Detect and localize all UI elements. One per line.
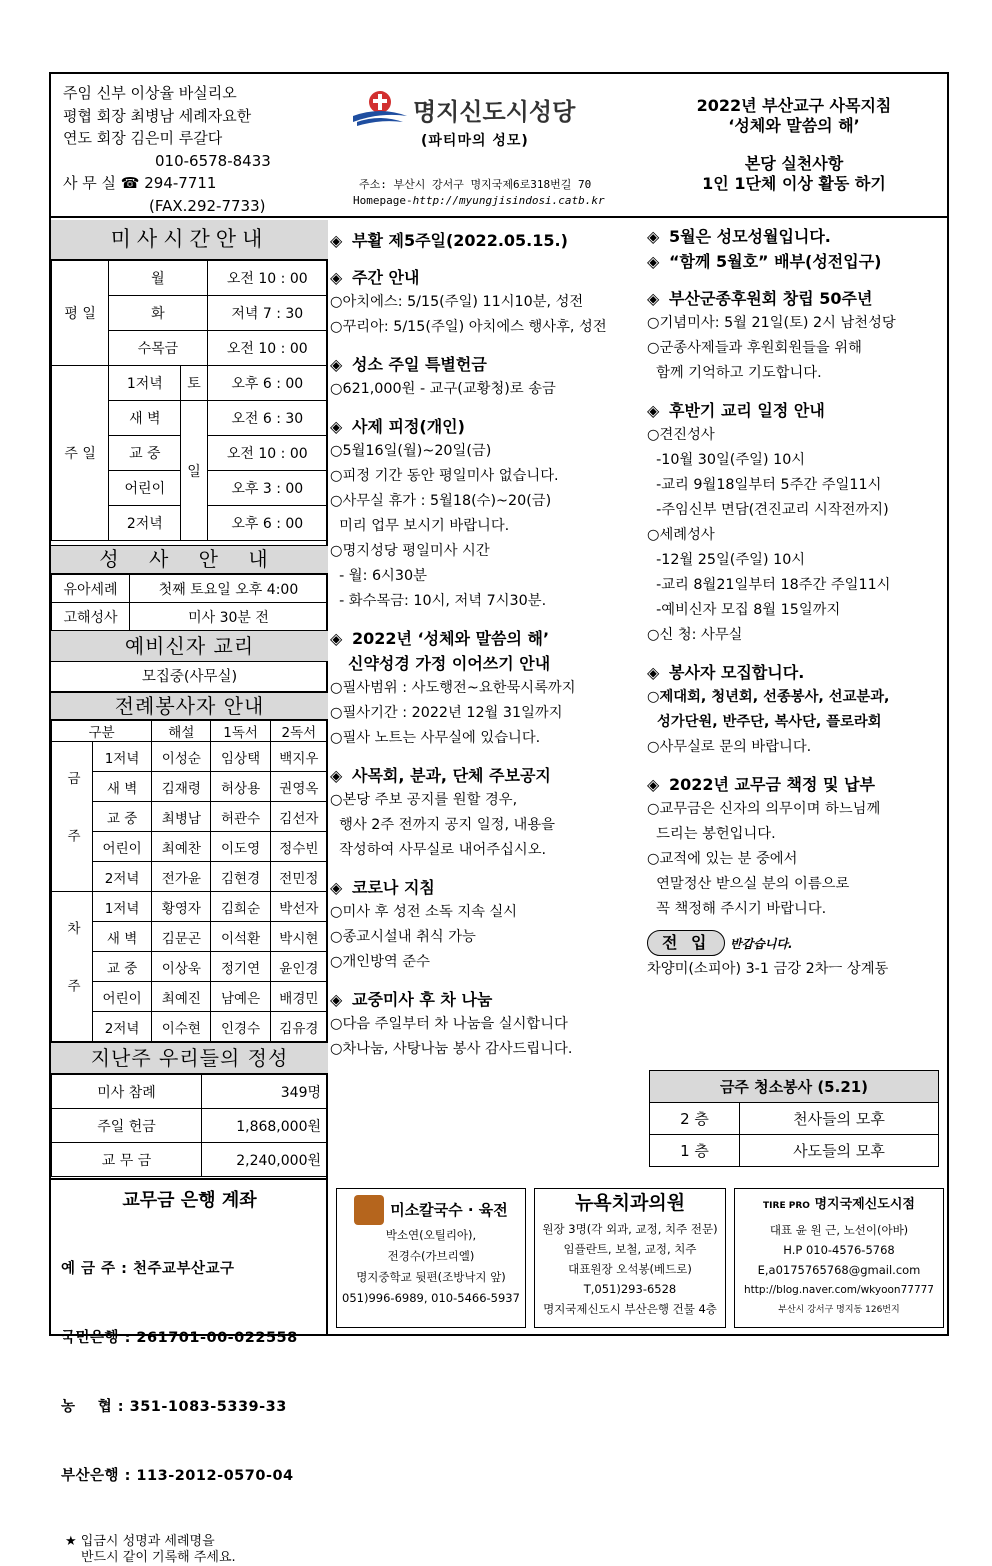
servers-head: 해설	[152, 721, 211, 742]
offering-table	[51, 1074, 328, 1177]
welcome-detail: 차양미(소피아) 3-1 금강 2차ㅡ 상계동	[647, 961, 889, 977]
ads-area	[330, 1180, 947, 1330]
server-slot: 2저녁	[93, 862, 152, 892]
notice-item: ○교적에 있는 분 중에서	[647, 851, 798, 867]
catechumen-title: 예비신자 교리	[51, 630, 328, 662]
ad-line: 전경수(가브리엘)	[387, 1249, 475, 1263]
server-name: 김희순	[211, 892, 270, 922]
guideline-line-2: ‘성체와 말씀의 해’	[728, 116, 860, 135]
notice-item: ○사무실 휴가 : 5월18(수)~20(금)	[330, 493, 552, 509]
memorial-president: 연도 회장 김은미 루갈다	[63, 129, 223, 147]
mass-day: 월	[109, 261, 207, 296]
server-name: 배경민	[270, 982, 327, 1012]
mass-day: 수목금	[109, 331, 207, 366]
office-fax: (FAX.292-7733)	[149, 196, 266, 215]
notice-heading-text: 2022년 ‘성체와 말씀의 해’	[352, 629, 550, 648]
mass-time: 오전 10 : 00	[207, 331, 327, 366]
ad-line: 명지중학교 뒷편(조방낙지 앞)	[356, 1270, 506, 1284]
bank-list	[51, 1212, 328, 1534]
offering-label: 교 무 금	[52, 1143, 202, 1177]
bank-title: 교무금 은행 계좌	[122, 1190, 257, 1211]
notice-item: -주임신부 면담(견진교리 시작전까지)	[647, 502, 889, 518]
notice-item: ○621,000원 - 교구(교황청)로 송금	[330, 381, 556, 397]
ad-tire	[734, 1188, 944, 1328]
notice-heading: ◈ 교중미사 후 차 나눔	[330, 990, 493, 1009]
ad-tire-header	[735, 1195, 943, 1216]
mass-time: 오전 6 : 30	[207, 401, 327, 436]
mass-schedule-table	[51, 260, 328, 541]
server-name: 김문곤	[152, 922, 211, 952]
sacrament-name: 고해성사	[52, 603, 130, 631]
this-week-label: 금 주	[52, 742, 93, 892]
pastoral-guideline	[641, 96, 947, 194]
server-name: 허상용	[211, 772, 270, 802]
sunday-label: 주 일	[52, 366, 109, 541]
offering-value: 1,868,000원	[202, 1109, 328, 1143]
cleaning-table	[649, 1070, 939, 1167]
servers-table	[51, 720, 328, 1042]
server-slot: 새 벽	[93, 772, 152, 802]
ad-line: 대표원장 오석봉(베드로)	[568, 1262, 692, 1276]
sacrament-name: 유아세례	[52, 575, 130, 603]
notice-heading: ◈ 봉사자 모집합니다.	[647, 663, 805, 682]
server-name: 김재령	[152, 772, 211, 802]
middle-column	[330, 220, 630, 1062]
server-slot: 교 중	[93, 802, 152, 832]
notice-heading-text: 사제 피정(개인)	[352, 417, 465, 436]
ad-line: 명지국제신도시 부산은행 건물 4층	[543, 1302, 717, 1316]
server-name: 백지우	[270, 742, 327, 772]
notice-item: ○견진성사	[647, 427, 715, 443]
notice-heading: ◈ 성소 주일 특별헌금	[330, 355, 487, 374]
bank-row: 농 협 : 351-1083-5339-33	[61, 1399, 287, 1415]
server-name: 이성순	[152, 742, 211, 772]
ad-line: 임플란트, 보철, 교정, 치주	[563, 1242, 697, 1256]
notice-item: ○차나눔, 사탕나눔 봉사 감사드립니다.	[330, 1041, 573, 1057]
next-week-label: 차 주	[52, 892, 93, 1042]
office-phone: 사 무 실 ☎ 294-7711	[63, 174, 217, 192]
bank-note	[51, 1534, 328, 1566]
ad-line: 원장 3명(각 외과, 교정, 치주 전문)	[542, 1222, 718, 1236]
sacrament-time: 미사 30분 전	[130, 603, 328, 631]
ad-line: T,051)293-6528	[583, 1282, 677, 1296]
notice-item: 드리는 봉헌입니다.	[647, 826, 776, 842]
notice-heading-text: 사목회, 분과, 단체 주보공지	[352, 766, 551, 785]
saturday-label: 토	[181, 366, 207, 401]
ad-title: 뉴욕치과의원	[574, 1192, 686, 1214]
ad-dental	[534, 1188, 726, 1328]
notice-item: 연말정산 받으실 분의 이름으로	[647, 876, 850, 892]
mass-time: 저녁 7 : 30	[207, 296, 327, 331]
servers-title: 전례봉사자 안내	[51, 692, 328, 720]
notice-item: ○군종사제들과 후원회원들을 위해	[647, 340, 862, 356]
homepage-link[interactable]: http://myungjisindosi.catb.kr	[412, 194, 605, 207]
server-name: 이수현	[152, 1012, 211, 1042]
cleaning-floor: 2 층	[650, 1103, 740, 1135]
server-slot: 2저녁	[93, 1012, 152, 1042]
ad-noodle-header	[337, 1195, 525, 1225]
notice-heading-sub: 신약성경 가정 이어쓰기 안내	[348, 654, 551, 673]
sacrament-title: 성 사 안 내	[51, 545, 328, 574]
mass-time: 오후 3 : 00	[207, 471, 327, 506]
right-column	[647, 220, 947, 982]
server-slot: 새 벽	[93, 922, 152, 952]
notice-item: ○아치에스: 5/15(주일) 11시10분, 성전	[330, 294, 584, 310]
notice-heading-text: 5월은 성모성월입니다.	[669, 227, 831, 246]
notice-heading: ◈ 사목회, 분과, 단체 주보공지	[330, 766, 551, 785]
ad-line: 대표 윤 원 근, 노선이(아바)	[769, 1223, 909, 1237]
guideline-line-1: 2022년 부산교구 사목지침	[696, 96, 892, 115]
server-slot: 어린이	[93, 832, 152, 862]
church-address: 주소: 부산시 강서구 명지국제6로318번길 70	[359, 178, 592, 191]
notice-item: -예비신자 모집 8월 15일까지	[647, 602, 841, 618]
notice-item: ○개인방역 준수	[330, 954, 430, 970]
mass-time: 오전 10 : 00	[207, 261, 327, 296]
cleaning-group: 사도들의 모후	[740, 1135, 939, 1167]
servers-head: 구분	[52, 721, 152, 742]
notice-heading: ◈ 5월은 성모성월입니다.	[647, 227, 831, 246]
welcome-row	[647, 930, 947, 957]
server-name: 허관수	[211, 802, 270, 832]
ad-line: H.P 010-4576-5768	[783, 1243, 895, 1257]
sacrament-time: 첫째 토요일 오후 4:00	[130, 575, 328, 603]
notice-heading: ◈ 2022년 ‘성체와 말씀의 해’	[330, 629, 550, 648]
notice-heading-text: 부산군종후원회 창립 50주년	[669, 289, 873, 308]
ad-line[interactable]: http://blog.naver.com/wkyoon77777	[743, 1284, 934, 1296]
notice-heading: ◈ 주간 안내	[330, 268, 420, 287]
notice-item: ○다음 주일부터 차 나눔을 실시합니다	[330, 1016, 568, 1032]
notice-item: 미리 업무 보시기 바랍니다.	[330, 518, 510, 534]
bank-note-2: 반드시 같이 기록해 주세요.	[81, 1550, 236, 1565]
catechumen-status: 모집중(사무실)	[51, 662, 328, 692]
servers-head: 1독서	[211, 721, 270, 742]
mass-time: 오전 10 : 00	[207, 436, 327, 471]
mass-schedule-title: 미사시간안내	[51, 220, 328, 260]
server-name: 윤인경	[270, 952, 327, 982]
notice-item: 꼭 책정해 주시기 바랍니다.	[647, 901, 827, 917]
bank-note-1: ★ 입금시 성명과 세례명을	[65, 1534, 215, 1549]
offering-label: 미사 참례	[52, 1075, 202, 1109]
offering-title: 지난주 우리들의 정성	[51, 1042, 328, 1074]
bulletin-frame	[49, 72, 949, 1565]
notice-heading-text: 봉사자 모집합니다.	[669, 663, 805, 682]
offering-value: 2,240,000원	[202, 1143, 328, 1177]
noodle-logo-icon	[354, 1195, 384, 1225]
weekday-label: 평 일	[52, 261, 109, 366]
notice-item: ○신 청: 사무실	[647, 627, 743, 643]
notice-item: -교리 9월18일부터 5주간 주일11시	[647, 477, 882, 493]
homepage	[353, 194, 605, 207]
bank-row: 예 금 주 : 천주교부산교구	[61, 1261, 235, 1277]
guideline-line-3: 본당 실천사항	[744, 154, 844, 173]
sunday-day-label: 일	[181, 401, 207, 541]
notice-heading-text: “함께 5월호” 배부(성전입구)	[669, 252, 882, 271]
server-name: 인경수	[211, 1012, 270, 1042]
cleaning-group: 천사들의 모후	[740, 1103, 939, 1135]
staff-info	[63, 82, 333, 217]
server-name: 김현경	[211, 862, 270, 892]
notice-item: ○필사기간 : 2022년 12월 31일까지	[330, 705, 563, 721]
notice-item: 행사 2주 전까지 공지 일정, 내용을	[330, 817, 555, 833]
notice-item: ○교무금은 신자의 의무이며 하느님께	[647, 801, 881, 817]
notice-item: ○명지성당 평일미사 시간	[330, 543, 490, 559]
tire-brand: TIRE PRO	[763, 1201, 810, 1211]
server-name: 이석환	[211, 922, 270, 952]
left-column	[51, 220, 328, 1334]
server-name: 이상욱	[152, 952, 211, 982]
notice-heading-text: 교중미사 후 차 나눔	[352, 990, 493, 1009]
server-name: 임상택	[211, 742, 270, 772]
notice-heading: ◈ 2022년 교무금 책정 및 납부	[647, 775, 875, 794]
notice-item: ○종교시설내 취식 가능	[330, 929, 476, 945]
notice-item: ○본당 주보 공지를 원할 경우,	[330, 792, 518, 808]
sacrament-table	[51, 574, 328, 631]
notice-item: ○5월16일(월)~20일(금)	[330, 443, 492, 459]
notice-item: ○필사범위 : 사도행전~요한묵시록까지	[330, 680, 576, 696]
welcome-text: 반갑습니다.	[730, 937, 793, 951]
notice-heading: ◈ 코로나 지침	[330, 878, 435, 897]
notice-item: ○미사 후 성전 소독 지속 실시	[330, 904, 518, 920]
guideline-line-4: 1인 1단체 이상 활동 하기	[702, 174, 886, 193]
notice-heading: ◈ 후반기 교리 일정 안내	[647, 401, 825, 420]
notice-heading-text: 후반기 교리 일정 안내	[669, 401, 825, 420]
president-phone: 010-6578-8433	[155, 151, 271, 170]
notice-heading-text: 코로나 지침	[352, 878, 435, 897]
council-president: 평협 회장 최병남 세례자요한	[63, 106, 252, 125]
server-name: 김유경	[270, 1012, 327, 1042]
mass-slot: 어린이	[109, 471, 181, 506]
server-name: 정기연	[211, 952, 270, 982]
offering-value: 349명	[202, 1075, 328, 1109]
homepage-label: Homepage-	[353, 194, 413, 207]
notice-item: - 월: 6시30분	[330, 568, 427, 584]
ad-line: 박소연(오틸리아),	[385, 1228, 477, 1242]
ad-title: 명지국제신도시점	[814, 1197, 915, 1212]
server-name: 권영옥	[270, 772, 327, 802]
server-name: 박시현	[270, 922, 327, 952]
notice-heading-text: 2022년 교무금 책정 및 납부	[669, 775, 875, 794]
server-slot: 교 중	[93, 952, 152, 982]
welcome-badge: 전 입	[647, 930, 725, 956]
server-name: 전가윤	[152, 862, 211, 892]
church-logo-icon	[351, 88, 409, 130]
server-name: 박선자	[270, 892, 327, 922]
notice-item: - 화수목금: 10시, 저녁 7시30분.	[330, 593, 547, 609]
notice-heading: ◈ 부산군종후원회 창립 50주년	[647, 289, 873, 308]
cleaning-floor: 1 층	[650, 1135, 740, 1167]
server-slot: 어린이	[93, 982, 152, 1012]
mass-slot: 새 벽	[109, 401, 181, 436]
notice-item: -12월 25일(주일) 10시	[647, 552, 806, 568]
notice-item: 성가단원, 반주단, 복사단, 플로라회	[647, 714, 882, 730]
notice-heading-text: 성소 주일 특별헌금	[352, 355, 487, 374]
server-name: 김선자	[270, 802, 327, 832]
server-name: 최병남	[152, 802, 211, 832]
server-slot: 1저녁	[93, 892, 152, 922]
church-subtitle: (파티마의 성모)	[421, 133, 529, 149]
ad-line: 부산시 강서구 명지동 126번지	[778, 1305, 900, 1315]
server-name: 이도영	[211, 832, 270, 862]
server-name: 최예찬	[152, 832, 211, 862]
ad-line: E,a0175765768@gmail.com	[757, 1263, 921, 1277]
server-name: 최예진	[152, 982, 211, 1012]
notice-item: ○사무실로 문의 바랍니다.	[647, 739, 812, 755]
servers-head: 2독서	[270, 721, 327, 742]
mass-slot: 2저녁	[109, 506, 181, 541]
mass-time: 오후 6 : 00	[207, 366, 327, 401]
notice-item: -10월 30일(주일) 10시	[647, 452, 806, 468]
server-name: 정수빈	[270, 832, 327, 862]
server-slot: 1저녁	[93, 742, 152, 772]
cleaning-title: 금주 청소봉사 (5.21)	[650, 1071, 939, 1103]
ad-noodle	[336, 1188, 526, 1328]
bank-row: 부산은행 : 113-2012-0570-04	[61, 1468, 294, 1484]
bank-accounts	[51, 1178, 328, 1565]
notice-item: -교리 8월21일부터 18주간 주일11시	[647, 577, 891, 593]
pastor: 주임 신부 이상율 바실리오	[63, 84, 237, 102]
notice-item: ○피정 기간 동안 평일미사 없습니다.	[330, 468, 559, 484]
notice-heading-text: 부활 제5주일(2022.05.15.)	[352, 231, 568, 250]
notice-item: 작성하여 사무실로 내어주십시오.	[330, 842, 547, 858]
mass-time: 오후 6 : 00	[207, 506, 327, 541]
notice-item: 함께 기억하고 기도합니다.	[647, 365, 822, 381]
bank-row: 국민은행 : 261701-00-022558	[61, 1330, 298, 1346]
ad-line: 051)996-6989, 010-5466-5937	[342, 1291, 520, 1305]
mass-slot: 1저녁	[109, 366, 181, 401]
notice-item: ○세례성사	[647, 527, 715, 543]
mass-day: 화	[109, 296, 207, 331]
header	[51, 74, 947, 218]
offering-label: 주일 헌금	[52, 1109, 202, 1143]
mass-slot: 교 중	[109, 436, 181, 471]
server-name: 남예은	[211, 982, 270, 1012]
notice-heading-text: 주간 안내	[352, 268, 420, 287]
notice-heading: ◈ “함께 5월호” 배부(성전입구)	[647, 252, 882, 271]
notice-item: ○필사 노트는 사무실에 있습니다.	[330, 730, 541, 746]
church-name: 명지신도시성당	[413, 98, 576, 126]
notice-heading: ◈ 부활 제5주일(2022.05.15.)	[330, 231, 568, 250]
notice-item: ○제대회, 청년회, 선종봉사, 선교분과,	[647, 689, 890, 705]
church-masthead	[341, 74, 631, 218]
notice-heading: ◈ 사제 피정(개인)	[330, 417, 465, 436]
server-name: 황영자	[152, 892, 211, 922]
notice-item: ○기념미사: 5월 21일(토) 2시 남천성당	[647, 315, 896, 331]
ad-title: 미소칼국수 · 육전	[390, 1200, 508, 1219]
server-name: 전민정	[270, 862, 327, 892]
notice-item: ○꾸리아: 5/15(주일) 아치에스 행사후, 성전	[330, 319, 607, 335]
